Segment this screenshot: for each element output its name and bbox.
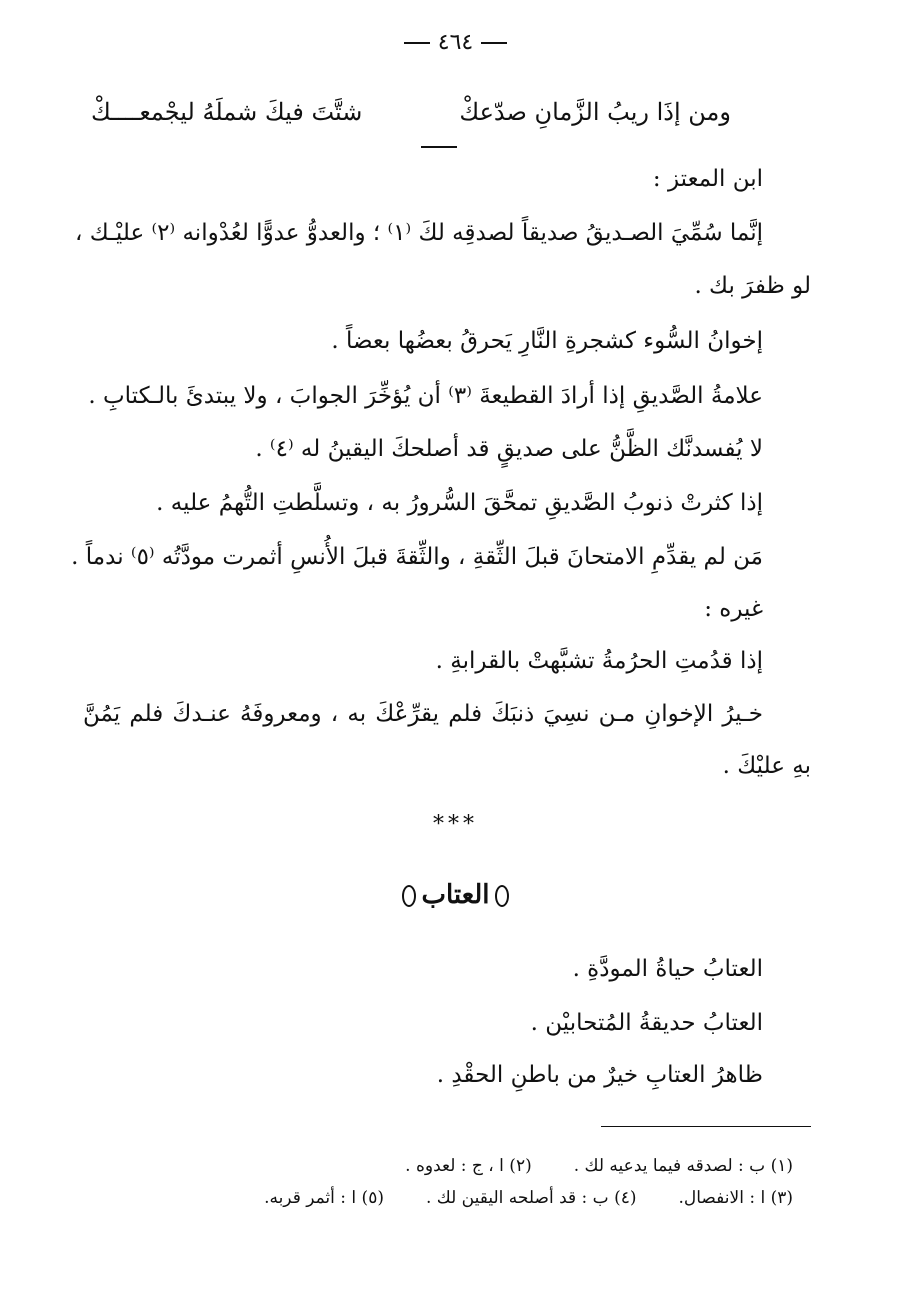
paragraph-line: لو ظفرَ بك . bbox=[694, 273, 811, 299]
paragraph-line: إخوانُ السُّوء كشجرةِ النَّارِ يَحرقُ بعضُها بعضاً . bbox=[331, 328, 763, 354]
footnote-2: (٢) ا ، ج : لعدوه . bbox=[405, 1156, 532, 1176]
paragraph-line: إذا قدُمتِ الحرُمةُ تشبَّهتْ بالقرابةِ . bbox=[435, 648, 763, 674]
page-number-text: ٤٦٤ bbox=[437, 30, 474, 55]
section-separator: *** bbox=[433, 812, 478, 837]
right-dash bbox=[404, 42, 430, 44]
ornament-icon bbox=[495, 885, 509, 907]
footnote-divider bbox=[601, 1126, 811, 1127]
poem-verse bbox=[91, 98, 731, 148]
section-heading bbox=[0, 880, 911, 910]
paragraph-line: علامةُ الصَّديقِ إذا أرادَ القطيعةَ ⁽٣⁾ أن يُؤخِّرَ الجوابَ ، ولا يبتدئَ بالـكتابِ . bbox=[88, 383, 763, 409]
left-dash bbox=[481, 42, 507, 44]
ornament-icon bbox=[402, 885, 416, 907]
footnote-5: (٥) ا : أثمر قربه. bbox=[264, 1188, 384, 1208]
paragraph-line: خـيرُ الإخوانِ مـن نسِيَ ذنبَكَ فلم يقرِّعْكَ به ، ومعروفَهُ عنـدكَ فلم يَمُنَّ bbox=[83, 701, 763, 727]
speaker-other: غيره : bbox=[704, 596, 763, 622]
paragraph-line: العتابُ حياةُ المودَّةِ . bbox=[572, 956, 763, 982]
paragraph-line: ظاهرُ العتابِ خيرٌ من باطنِ الحقْدِ . bbox=[436, 1062, 763, 1088]
verse-first-hemistich: ومن إذَا ريبُ الزَّمانِ صدّعكْ bbox=[459, 98, 731, 126]
footnote-4: (٤) ب : قد أصلحه اليقين لك . bbox=[425, 1188, 637, 1208]
paragraph-line: إذا كثرتْ ذنوبُ الصَّديقِ تمحَّقَ السُّرورُ به ، وتسلَّطتِ التُّهمُ عليه . bbox=[156, 490, 763, 516]
page-number bbox=[0, 30, 911, 55]
footnote-1: (١) ب : لصدقه فيما يدعيه لك . bbox=[573, 1156, 793, 1176]
paragraph-line: لا يُفسدنَّك الظَّنُّ على صديقٍ قد أصلحكَ اليقينُ له ⁽٤⁾ . bbox=[255, 436, 763, 462]
verse-divider bbox=[421, 146, 457, 148]
verse-second-hemistich: شتَّتَ فيكَ شملَهُ ليجْمعــــكْ bbox=[91, 98, 363, 126]
paragraph-line: إنَّما سُمِّيَ الصـديقُ صديقاً لصدقِه لكَ ⁽١⁾ ؛ والعدوُّ عدوًّا لعُدْوانه ⁽٢⁾ عليْـك ، bbox=[75, 220, 763, 246]
speaker-ibn-al-mutazz: ابن المعتز : bbox=[652, 166, 763, 192]
footnote-line bbox=[222, 1188, 793, 1208]
footnote-line bbox=[363, 1156, 793, 1176]
paragraph-line: بهِ عليْكَ . bbox=[722, 753, 811, 779]
footnote-3: (٣) ا : الانفصال. bbox=[678, 1188, 793, 1208]
paragraph-line: العتابُ حديقةُ المُتحابيْن . bbox=[530, 1010, 763, 1036]
paragraph-line: مَن لم يقدِّمِ الامتحانَ قبلَ الثِّقةِ ، والثِّقةَ قبلَ الأُنسِ أثمرت مودَّتُه ⁽٥⁾ ندماً . bbox=[71, 544, 763, 570]
section-heading-text: العتاب bbox=[421, 880, 490, 910]
